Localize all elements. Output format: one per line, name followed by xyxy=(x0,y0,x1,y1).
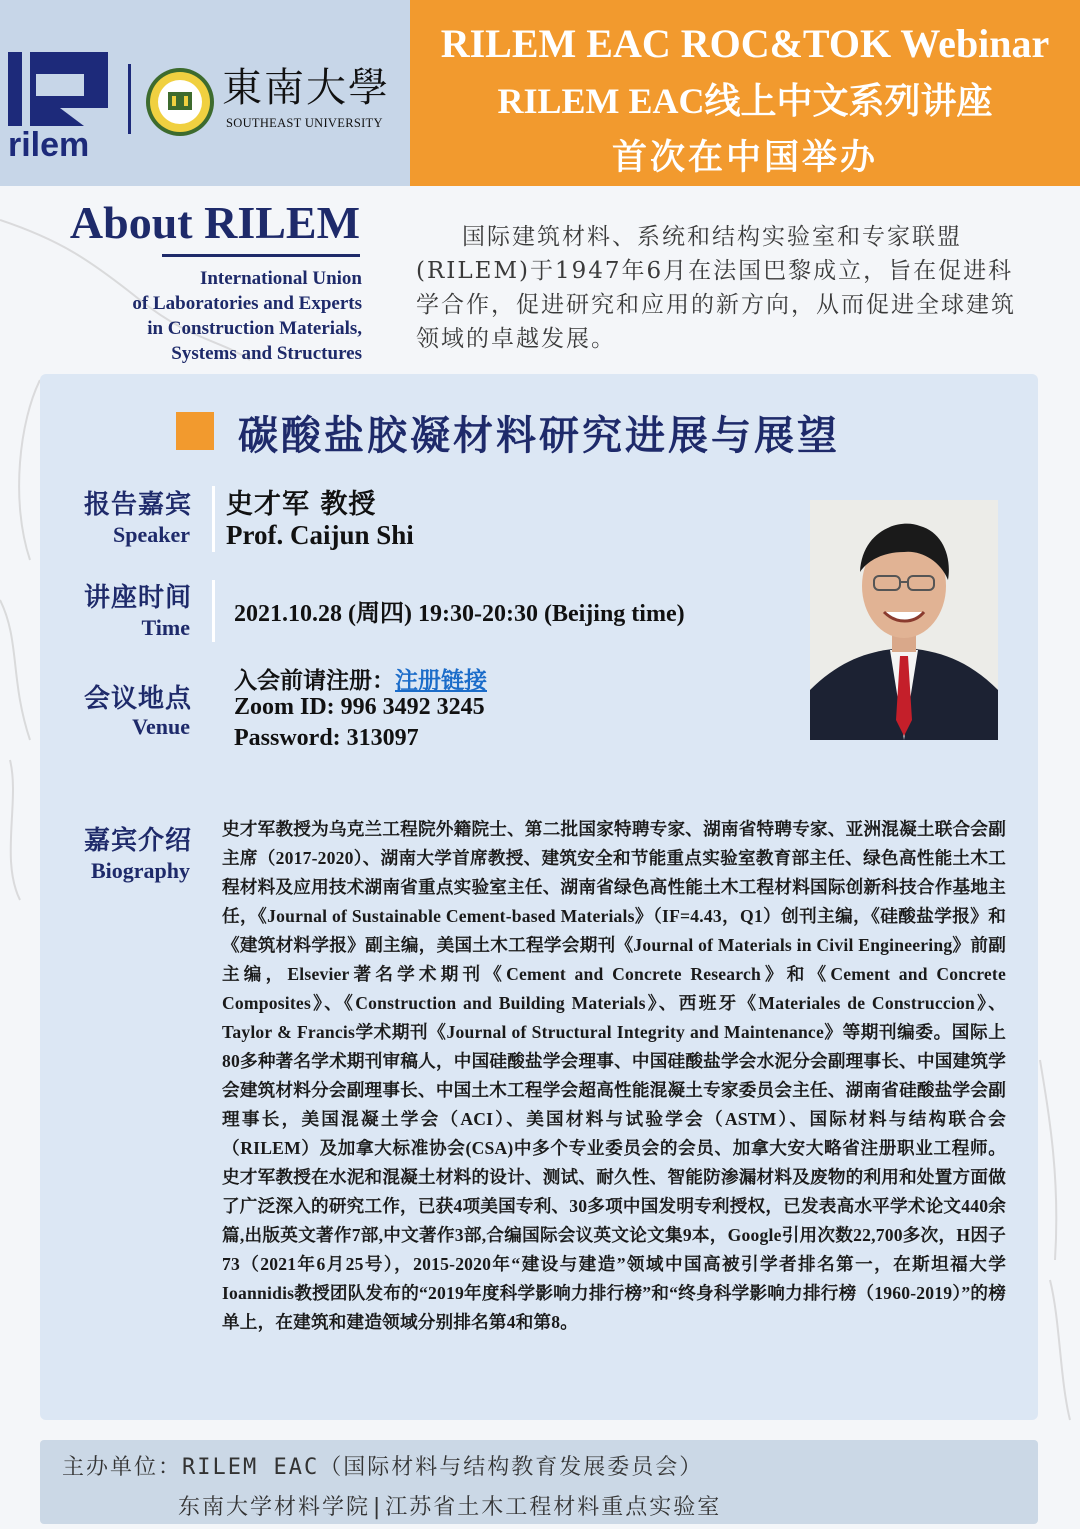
venue-label-cn: 会议地点 xyxy=(84,684,193,714)
footer-co-host: 东南大学材料学院|江苏省土木工程材料重点实验室 xyxy=(178,1495,722,1520)
zoom-password: Password: 313097 xyxy=(234,725,419,751)
time-divider xyxy=(212,580,215,642)
about-title: About RILEM xyxy=(69,197,360,248)
time-label-cn: 讲座时间 xyxy=(84,583,193,613)
zoom-id: Zoom ID: 996 3492 3245 xyxy=(234,694,485,720)
about-subtitle-line: of Laboratories and Experts xyxy=(132,293,362,314)
banner-title: RILEM EAC ROC&TOK Webinar xyxy=(440,21,1050,66)
bio-label-cn: 嘉宾介绍 xyxy=(84,826,193,856)
about-underline xyxy=(162,254,360,257)
speaker-label-en: Speaker xyxy=(113,522,190,547)
speaker-label-cn: 报告嘉宾 xyxy=(84,490,193,520)
speaker-divider xyxy=(212,486,215,552)
rilem-logo xyxy=(8,50,112,160)
banner-note: 首次在中国举办 xyxy=(611,137,878,178)
about-subtitle xyxy=(90,266,362,366)
talk-title: 碳酸盐胶凝材料研究进展与展望 xyxy=(238,412,840,459)
biography-text: 史才军教授为乌克兰工程院外籍院士、第二批国家特聘专家、湖南省特聘专家、亚洲混凝土联合会副主席（2017-2020）、湖南大学首席教授、建筑安全和节能重点实验室教育部主任、绿色高性能土木工程材料及应用技术湖南省重点实验室主任、湖南省绿色高性能土木工程材料国际创新科技合作基地主任，《Journal of Sustainable Cement-based Materials》（IF=4.43，Q1）创刊主编，《硅酸盐学报》和《建筑材料学报》副主编，美国土木工程学会期刊《Journal of Materials in Civil Engineering》前副主编，Elsevier著名学术期刊《Cement and Concrete Research》和《Cement and Concrete Composites》、《Construction and Building Materials》、西班牙《Materiales de Construccion》、Taylor & Francis学术期刊《Journal of Structural Integrity and Maintenance》等期刊编委。国际上80多种著名学术期刊审稿人，中国硅酸盐学会理事、中国硅酸盐学会水泥分会副理事长、中国建筑学会建筑材料分会副理事长、中国土木工程学会超高性能混凝土专家委员会主任、湖南省硅酸盐学会副理事长，美国混凝土学会（ACI）、美国材料与试验学会（ASTM）、国际材料与结构联合会（RILEM）及加拿大标准协会(CSA)中多个专业委员会的会员、加拿大安大略省注册职业工程师。史才军教授在水泥和混凝土材料的设计、测试、耐久性、智能防渗漏材料及废物的利用和处置方面做了广泛深入的研究工作，已获4项美国专利、30多项中国发明专利授权，已发表高水平学术论文440余篇,出版英文著作7部,中文著作3部,合编国际会议英文论文集9本，Google引用次数22,700多次，H因子73（2021年6月25号），2015-2020年“建设与建造”领域中国高被引学者排名第一，在斯坦福大学Ioannidis教授团队发布的“2019年度科学影响力排行榜”和“终身科学影响力排行榜（1960-2019）”的榜单上，在建筑和建造领域分别排名第4和第8。 xyxy=(222,819,1006,1332)
bio-label-en: Biography xyxy=(90,858,190,883)
speaker-name-en: Prof. Caijun Shi xyxy=(226,520,414,550)
banner-subtitle: RILEM EAC线上中文系列讲座 xyxy=(497,81,993,121)
about-subtitle-line: in Construction Materials, xyxy=(147,318,362,339)
about-subtitle-line: International Union xyxy=(199,268,362,289)
university-name-en: SOUTHEAST UNIVERSITY xyxy=(226,116,383,130)
speaker-photo xyxy=(810,500,998,740)
register-prefix: 入会前请注册： xyxy=(234,667,395,694)
time-label-en: Time xyxy=(141,615,190,640)
register-line xyxy=(234,662,487,695)
seu-seal-icon xyxy=(144,66,216,138)
logo-divider xyxy=(128,64,131,134)
talk-time: 2021.10.28 (周四) 19:30-20:30 (Beijing time) xyxy=(234,601,685,627)
register-link[interactable]: 注册链接 xyxy=(395,667,487,694)
footer-host: 主办单位：RILEM EAC（国际材料与结构教育发展委员会） xyxy=(62,1455,704,1480)
venue-label-en: Venue xyxy=(132,714,190,739)
svg-text:rilem: rilem xyxy=(8,126,90,160)
university-name-cn: 東南大學 xyxy=(222,65,390,111)
title-marker xyxy=(176,412,214,450)
header-logo-panel xyxy=(0,0,410,186)
header-banner xyxy=(410,0,1080,186)
about-subtitle-line: Systems and Structures xyxy=(171,343,362,364)
about-description: 国际建筑材料、系统和结构实验室和专家联盟(RILEM)于1947年6月在法国巴黎成立，旨在促进科学合作，促进研究和应用的新方向，从而促进全球建筑领域的卓越发展。 xyxy=(416,224,1016,352)
speaker-name-cn: 史才军 教授 xyxy=(226,489,377,520)
